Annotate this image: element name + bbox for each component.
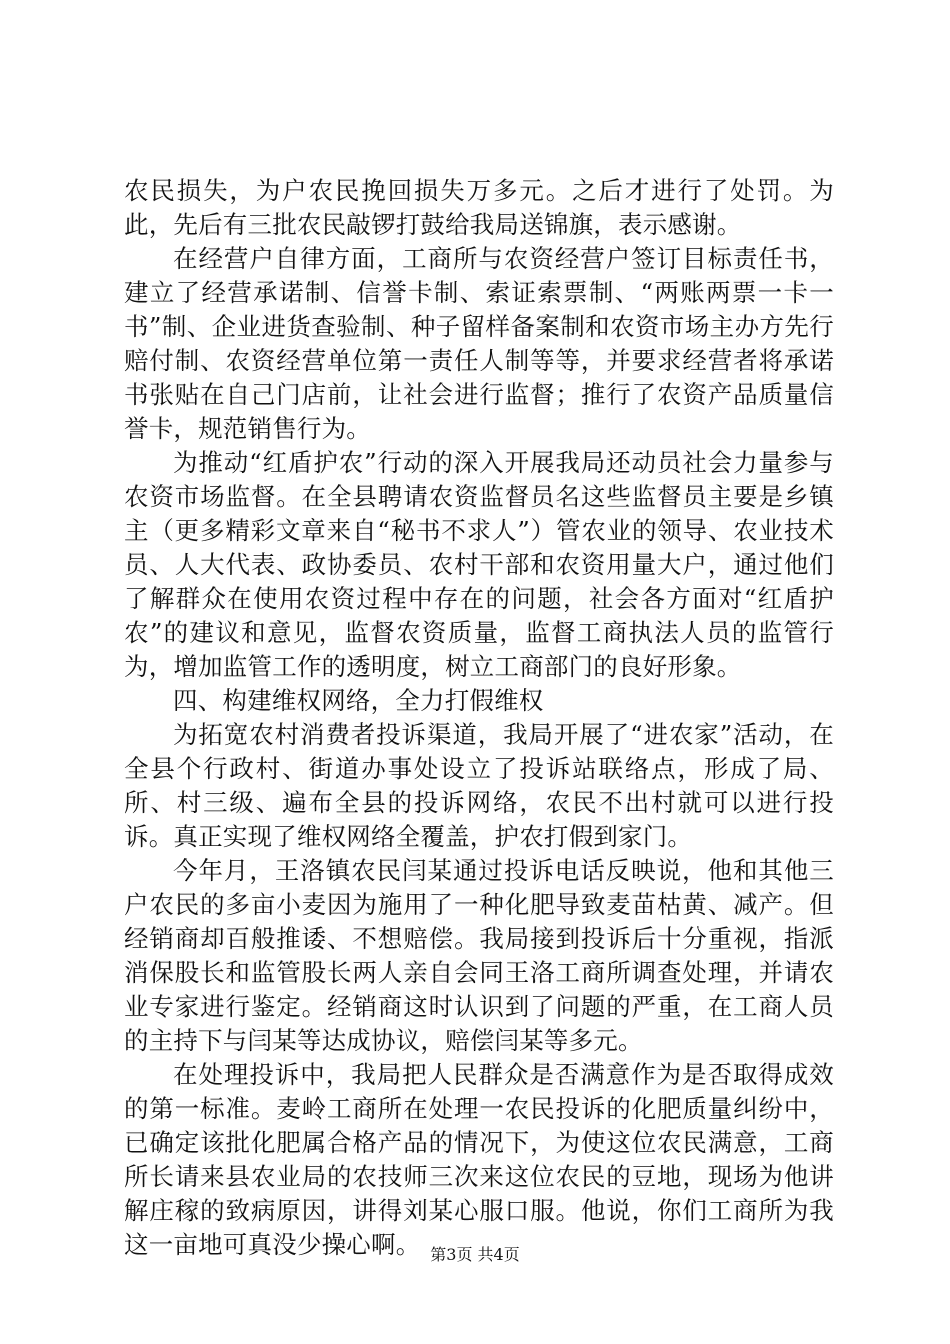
document-body: [124, 174, 834, 1262]
paragraph-satisfaction-standard: 在处理投诉中，我局把人民群众是否满意作为是否取得成效的第一标准。麦岭工商所在处理一农民投诉的化肥质量纠纷中，已确定该批化肥属合格产品的情况下，为使这位农民满意，工商所长请来县农业局的农技师三次来这位农民的豆地，现场为他讲解庄稼的致病原因，讲得刘某心服口服。他说，你们工商所为我这一亩地可真没少操心啊。: [124, 1060, 834, 1259]
section-heading: 四、构建维权网络，全力打假维权: [173, 686, 544, 715]
paragraph-case-example: 今年月，王洛镇农民闫某通过投诉电话反映说，他和其他三户农民的多亩小麦因为施用了一种化肥导致麦苗枯黄、减产。但经销商却百般推诿、不想赔偿。我局接到投诉后十分重视，指派消保股长和监管股长两人亲自会同王洛工商所调查处理，并请农业专家进行鉴定。经销商这时认识到了问题的严重，在工商人员的主持下与闫某等达成协议，赔偿闫某等多元。: [124, 856, 834, 1055]
paragraph-social-supervision: 为推动“红盾护农”行动的深入开展我局还动员社会力量参与农资市场监督。在全县聘请农资监督员名这些监督员主要是乡镇主（更多精彩文章来自“秘书不求人”）管农业的领导、农业技术员、人大代表、政协委员、农村干部和农资用量大户，通过他们了解群众在使用农资过程中存在的问题，社会各方面对“红盾护农”的建议和意见，监督农资质量，监督工商执法人员的监管行为，增加监管工作的透明度，树立工商部门的良好形象。: [124, 448, 834, 681]
paragraph-continuation: 农民损失，为户农民挽回损失万多元。之后才进行了处罚。为此，先后有三批农民敲锣打鼓给我局送锦旗，表示感谢。: [124, 176, 834, 239]
paragraph-complaint-network: 为拓宽农村消费者投诉渠道，我局开展了“进农家”活动，在全县个行政村、街道办事处设立了投诉站联络点，形成了局、所、村三级、遍布全县的投诉网络，农民不出村就可以进行投诉。真正实现了维权网络全覆盖，护农打假到家门。: [124, 720, 834, 851]
paragraph-self-discipline: 在经营户自律方面，工商所与农资经营户签订目标责任书，建立了经营承诺制、信誉卡制、索证索票制、“两账两票一卡一书”制、企业进货查验制、种子留样备案制和农资市场主办方先行赔付制、农资经营单位第一责任人制等等，并要求经营者将承诺书张贴在自己门店前，让社会进行监督；推行了农资产品质量信誉卡，规范销售行为。: [124, 244, 834, 443]
page-number-footer: 第3页 共4页: [430, 1245, 520, 1264]
